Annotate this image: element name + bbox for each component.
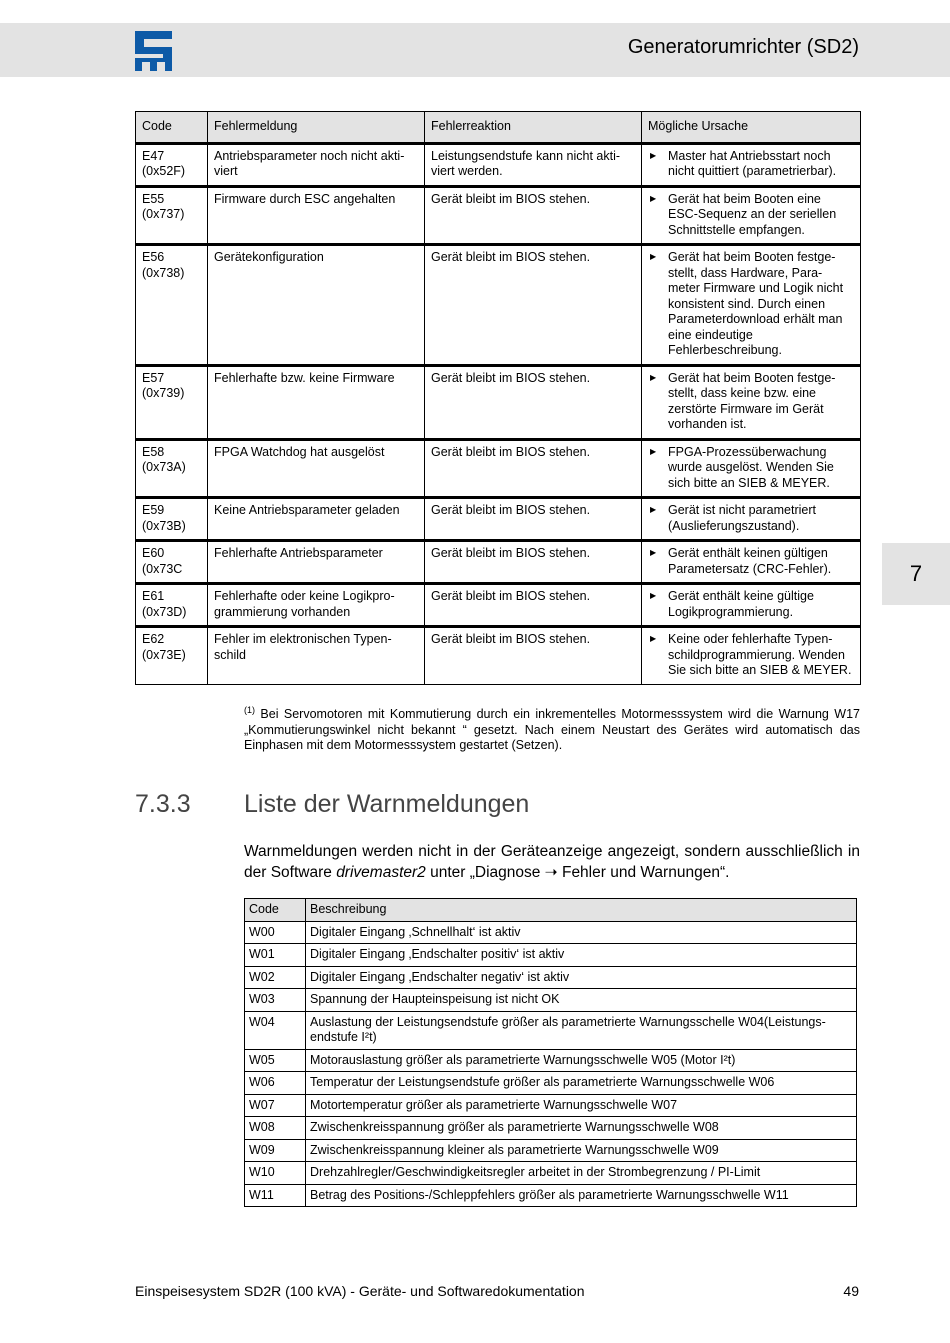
error-code: E59 (0x73B) — [136, 498, 208, 541]
error-cause — [642, 186, 861, 245]
section-number: 7.3.3 — [135, 790, 191, 818]
error-message: Keine Antriebsparameter geladen — [208, 498, 425, 541]
error-reaction: Gerät bleibt im BIOS stehen. — [425, 245, 642, 366]
bullet-arrow-icon: ▶ — [650, 372, 657, 382]
warning-description: Motortemperatur größer als parametrierte Warnungsschwelle W07 — [306, 1094, 857, 1117]
error-message: FPGA Watchdog hat ausgelöst — [208, 439, 425, 498]
column-header: Code — [245, 899, 306, 922]
table-row — [136, 627, 861, 685]
table-row — [136, 245, 861, 366]
error-code: E61 (0x73D) — [136, 584, 208, 627]
warning-description: Digitaler Eingang ‚Endschalter positiv‘ ist aktiv — [306, 944, 857, 967]
table-row — [136, 365, 861, 439]
table-row — [245, 1117, 857, 1140]
warning-description: Digitaler Eingang ‚Endschalter negativ‘ ist aktiv — [306, 966, 857, 989]
warning-description: Zwischenkreisspannung kleiner als parametrierte Warnungsschwelle W09 — [306, 1139, 857, 1162]
warning-code: W08 — [245, 1117, 306, 1140]
warning-code: W09 — [245, 1139, 306, 1162]
bullet-arrow-icon: ▶ — [650, 252, 657, 261]
footnote-marker: (1) — [244, 705, 255, 715]
error-cause — [642, 439, 861, 498]
warning-code: W03 — [245, 989, 306, 1012]
table-row — [136, 143, 861, 186]
footnote-text: Bei Servomotoren mit Kommutierung durch ein inkrementelles Motormesssystem wird die Warnung W17 „Kommutierungswinkel nicht bekannt “ gesetzt. Nach einem Neustart des Gerätes wird automatisch das Einphasen mit dem Motormesssystem gestartet (Setzen). — [244, 707, 860, 753]
error-message: Fehler im elektronischen Typen- schild — [208, 627, 425, 685]
error-cause-text: Gerät hat beim Booten eine ESC-Sequenz an der seriellen Schnittstelle empfangen. — [668, 191, 837, 237]
bullet-arrow-icon: ▶ — [650, 505, 657, 514]
error-message: Fehlerhafte Antriebsparameter — [208, 541, 425, 584]
warning-description: Digitaler Eingang ‚Schnellhalt‘ ist aktiv — [306, 921, 857, 944]
table-row — [136, 541, 861, 584]
bullet-arrow-icon: ▶ — [650, 548, 657, 557]
table-row — [245, 1072, 857, 1095]
warning-description: Drehzahlregler/Geschwindigkeitsregler arbeitet in der Strombegrenzung / PI-Limit — [306, 1162, 857, 1185]
column-header: Fehlermeldung — [208, 112, 425, 144]
error-cause — [642, 143, 861, 186]
intro-text: Warnmeldungen werden nicht in der Geräteanzeige angezeigt, sondern ausschließlich in der Software — [244, 843, 860, 881]
warning-code: W10 — [245, 1162, 306, 1185]
table-row — [245, 1162, 857, 1185]
warning-description: Betrag des Positions-/Schleppfehlers größer als parametrierte Warnungsschwelle W11 — [306, 1184, 857, 1207]
warning-code: W07 — [245, 1094, 306, 1117]
bullet-arrow-icon: ▶ — [650, 193, 657, 203]
table-row — [136, 498, 861, 541]
intro-paragraph — [244, 841, 860, 883]
warning-description: Temperatur der Leistungsendstufe größer als parametrierte Warnungsschwelle W06 — [306, 1072, 857, 1095]
error-cause — [642, 541, 861, 584]
column-header: Mögliche Ursache — [642, 112, 861, 144]
table-row — [245, 1139, 857, 1162]
intro-text-end: unter „Diagnose ➝ Fehler und Warnungen“. — [425, 864, 730, 881]
table-row — [245, 1184, 857, 1207]
error-code: E60 (0x73C — [136, 541, 208, 584]
table-row — [245, 1049, 857, 1072]
column-header: Fehlerreaktion — [425, 112, 642, 144]
error-code: E47 (0x52F) — [136, 143, 208, 186]
error-cause-text: Master hat Antriebsstart noch nicht quittiert (parametrierbar). — [668, 148, 837, 178]
warning-code: W11 — [245, 1184, 306, 1207]
column-header: Code — [136, 112, 208, 144]
section-title: Liste der Warnmeldungen — [244, 790, 530, 818]
warning-code: W02 — [245, 966, 306, 989]
table-row — [245, 1094, 857, 1117]
bullet-arrow-icon: ▶ — [650, 150, 657, 160]
table-row — [136, 186, 861, 245]
error-reaction: Gerät bleibt im BIOS stehen. — [425, 627, 642, 685]
error-cause — [642, 245, 861, 366]
error-table — [135, 111, 861, 685]
error-code: E55 (0x737) — [136, 186, 208, 245]
warning-description: Auslastung der Leistungsendstufe größer als parametrierte Warnungsschelle W04(Leistungs- endstufe I²t) — [306, 1011, 857, 1049]
page-number: 49 — [843, 1283, 859, 1299]
error-message: Gerätekonfiguration — [208, 245, 425, 366]
warning-code: W06 — [245, 1072, 306, 1095]
header-title: Generatorumrichter (SD2) — [627, 36, 859, 58]
error-message: Fehlerhafte bzw. keine Firmware — [208, 365, 425, 439]
bullet-arrow-icon: ▶ — [650, 634, 657, 643]
chapter-tab: 7 — [882, 543, 950, 605]
error-cause — [642, 584, 861, 627]
table-row — [245, 966, 857, 989]
error-cause — [642, 498, 861, 541]
error-cause-text: Gerät enthält keinen gültigen Parametersatz (CRC-Fehler). — [668, 546, 832, 576]
bullet-arrow-icon: ▶ — [650, 446, 657, 456]
warning-table-header — [245, 899, 857, 922]
error-message: Firmware durch ESC angehalten — [208, 186, 425, 245]
warning-description: Zwischenkreisspannung größer als parametrierte Warnungsschwelle W08 — [306, 1117, 857, 1140]
table-row — [136, 439, 861, 498]
error-cause-text: FPGA-Prozessüberwachung wurde ausgelöst. Wenden Sie sich bitte an SIEB & MEYER. — [668, 444, 834, 490]
error-reaction: Gerät bleibt im BIOS stehen. — [425, 498, 642, 541]
error-cause — [642, 627, 861, 685]
warning-description: Motorauslastung größer als parametrierte Warnungsschwelle W05 (Motor I²t) — [306, 1049, 857, 1072]
footer-doc-title: Einspeisesystem SD2R (100 kVA) - Geräte- und Softwaredokumentation — [135, 1283, 585, 1299]
error-message: Antriebsparameter noch nicht akti- viert — [208, 143, 425, 186]
table-row — [245, 944, 857, 967]
warning-code: W00 — [245, 921, 306, 944]
warning-code: W01 — [245, 944, 306, 967]
error-reaction: Gerät bleibt im BIOS stehen. — [425, 439, 642, 498]
warning-table — [244, 898, 857, 1207]
error-cause-text: Keine oder fehlerhafte Typen-schildprogrammierung. Wenden Sie sich bitte an SIEB & MEYER. — [668, 632, 852, 677]
table-row — [245, 921, 857, 944]
error-reaction: Gerät bleibt im BIOS stehen. — [425, 541, 642, 584]
error-reaction: Gerät bleibt im BIOS stehen. — [425, 365, 642, 439]
error-table-header — [136, 112, 861, 144]
company-logo — [135, 31, 172, 71]
error-reaction: Leistungsendstufe kann nicht akti- viert werden. — [425, 143, 642, 186]
warning-code: W05 — [245, 1049, 306, 1072]
table-row — [245, 1011, 857, 1049]
error-cause-text: Gerät ist nicht parametriert (Auslieferungszustand). — [668, 503, 816, 533]
table-row — [136, 584, 861, 627]
error-reaction: Gerät bleibt im BIOS stehen. — [425, 186, 642, 245]
error-code: E57 (0x739) — [136, 365, 208, 439]
software-name: drivemaster2 — [336, 864, 426, 881]
error-reaction: Gerät bleibt im BIOS stehen. — [425, 584, 642, 627]
bullet-arrow-icon: ▶ — [650, 591, 657, 600]
error-code: E62 (0x73E) — [136, 627, 208, 685]
error-cause — [642, 365, 861, 439]
error-cause-text: Gerät enthält keine gültige Logikprogrammierung. — [668, 589, 814, 619]
error-message: Fehlerhafte oder keine Logikpro- grammierung vorhanden — [208, 584, 425, 627]
error-cause-text: Gerät hat beim Booten festge-stellt, dass keine bzw. eine zerstörte Firmware im Gerät vorhanden ist. — [668, 370, 836, 431]
error-code: E58 (0x73A) — [136, 439, 208, 498]
error-cause-text: Gerät hat beim Booten festge-stellt, dass Hardware, Para-meter Firmware und Logik nicht konsistent sind. Durch einen Parameterdownload erhält man eine eindeutige Fehlerbeschreibung. — [668, 250, 844, 357]
footnote — [244, 703, 860, 754]
warning-description: Spannung der Haupteinspeisung ist nicht OK — [306, 989, 857, 1012]
table-row — [245, 989, 857, 1012]
warning-code: W04 — [245, 1011, 306, 1049]
column-header: Beschreibung — [306, 899, 857, 922]
error-code: E56 (0x738) — [136, 245, 208, 366]
